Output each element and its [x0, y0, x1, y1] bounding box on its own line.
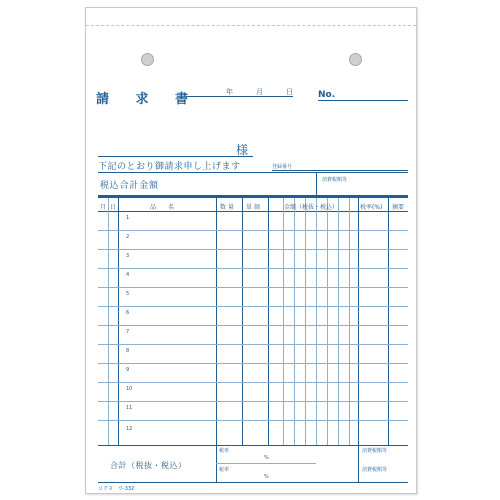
- col-divider: [349, 198, 350, 445]
- date-month-label: 月: [256, 88, 263, 96]
- row-number: 1: [126, 215, 130, 221]
- registration-number-label: 登録番号: [272, 164, 293, 170]
- header-item-name: 品 名: [150, 204, 175, 211]
- intro-text: 下記のとおり御請求申し上げます: [98, 162, 241, 172]
- row-line: [98, 287, 408, 288]
- number-label: No.: [318, 90, 336, 100]
- col-divider: [316, 198, 317, 445]
- date-day-label: 日: [286, 88, 293, 96]
- tax-amount-label-2: 消費税額等: [362, 467, 388, 473]
- row-number: 8: [126, 348, 130, 354]
- row-line: [98, 401, 408, 402]
- col-divider: [242, 198, 243, 445]
- row-number: 9: [126, 367, 130, 373]
- header-month: 月: [100, 204, 107, 211]
- col-divider: [268, 198, 269, 445]
- header-quantity: 数 量: [220, 204, 234, 211]
- row-number: 12: [126, 426, 133, 432]
- row-line: [98, 268, 408, 269]
- tax-amount-label-1: 消費税額等: [362, 448, 388, 454]
- col-divider: [283, 198, 284, 445]
- registration-underline: [272, 170, 408, 171]
- header-remarks: 摘要: [392, 204, 405, 211]
- form-title: 請 求 書: [96, 92, 200, 107]
- sum-label: 合計（税抜・税込）: [110, 461, 187, 470]
- product-code: コクヨ ウ-332: [98, 486, 135, 492]
- row-line: [98, 363, 408, 364]
- invoice-form-sheet: [85, 7, 417, 494]
- col-divider: [327, 198, 328, 445]
- table-header-bottom: [98, 211, 408, 212]
- header-amount: 金額（税抜・税込）: [284, 204, 339, 211]
- totals-footer: [98, 444, 408, 483]
- total-incl-tax-label: 税込合計金額: [100, 181, 159, 191]
- col-divider: [338, 198, 339, 445]
- tax-rate-label-2: 税率: [219, 467, 230, 473]
- header-day: 日: [110, 204, 117, 211]
- footer-divider: [358, 444, 359, 482]
- date-underline: [186, 96, 293, 97]
- recipient-underline: [98, 156, 253, 157]
- row-number: 6: [126, 310, 130, 316]
- row-line: [98, 382, 408, 383]
- col-divider: [305, 198, 306, 445]
- date-year-label: 年: [226, 88, 233, 96]
- percent-label-2: %: [264, 474, 269, 480]
- row-line: [98, 420, 408, 421]
- row-number: 10: [126, 386, 133, 392]
- col-divider: [358, 198, 359, 445]
- row-line: [98, 249, 408, 250]
- footer-row-line: [216, 463, 316, 464]
- row-number: 3: [126, 253, 130, 259]
- row-number: 2: [126, 234, 130, 240]
- row-line: [98, 230, 408, 231]
- header-tax-rate: 税率(%): [360, 204, 383, 211]
- row-line: [98, 306, 408, 307]
- total-divider: [316, 173, 317, 195]
- col-divider: [118, 198, 119, 445]
- row-line: [98, 344, 408, 345]
- perforation-line: [86, 25, 416, 26]
- row-number: 5: [126, 291, 130, 297]
- tax-rate-label-1: 税率: [219, 448, 230, 454]
- row-line: [98, 325, 408, 326]
- honorific-label: 様: [236, 143, 249, 157]
- binding-hole-left: [141, 53, 154, 66]
- header-unit-price: 単 価: [246, 204, 260, 211]
- tax-amount-label: 消費税額等: [322, 177, 348, 183]
- total-incl-tax-box: [98, 172, 408, 197]
- number-underline: [318, 100, 408, 101]
- col-divider: [108, 198, 109, 445]
- col-divider: [216, 198, 217, 445]
- row-number: 11: [126, 405, 133, 411]
- binding-hole-right: [349, 53, 362, 66]
- col-divider: [294, 198, 295, 445]
- row-number: 4: [126, 272, 130, 278]
- row-number: 7: [126, 329, 130, 335]
- percent-label-1: %: [264, 455, 269, 461]
- line-items-table: [98, 197, 408, 446]
- col-divider: [388, 198, 389, 445]
